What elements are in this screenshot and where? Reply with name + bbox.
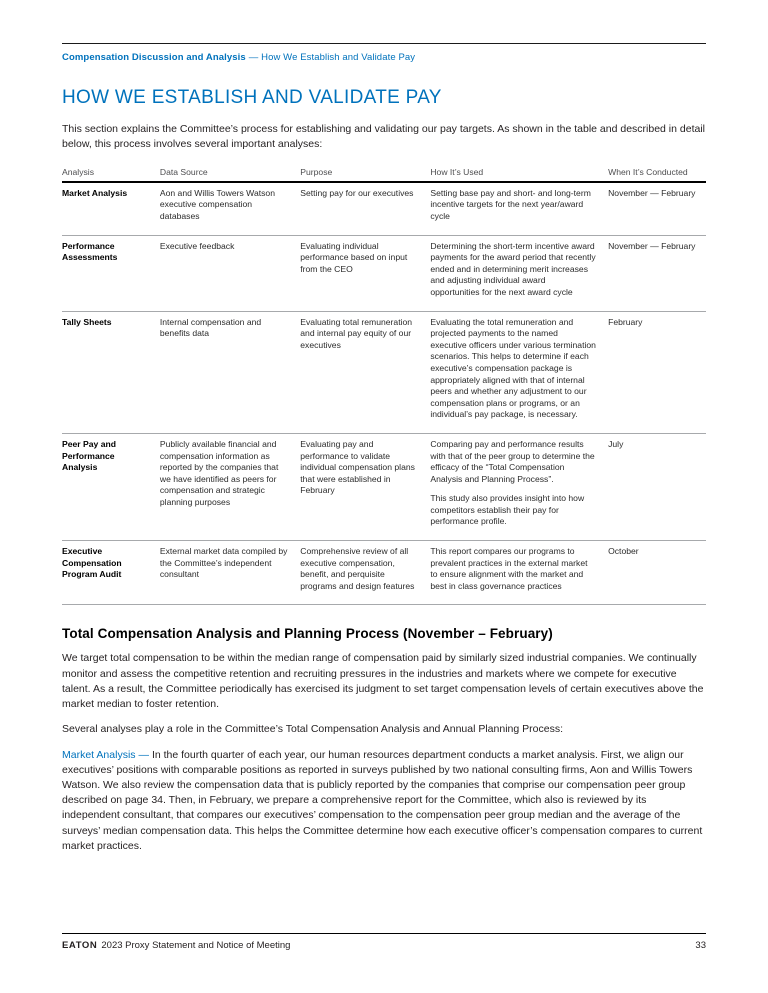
section-heading: Total Compensation Analysis and Planning Process (November – February) bbox=[62, 626, 553, 642]
cell-paragraph: Determining the short-term incentive award payments for the award period that recently ended and in determining merit increases and adjusting individual award opportunities for the next award cycle bbox=[430, 240, 596, 297]
market-analysis-paragraph bbox=[62, 748, 706, 855]
footer-rule bbox=[62, 933, 706, 934]
cell-paragraph: Comparing pay and performance results with that of the peer group to determine the efficacy of the “Total Compensation Analysis and Planning Process”. bbox=[430, 438, 595, 484]
column-header-when-its-conducted: When It’s Conducted bbox=[608, 167, 706, 182]
cell-purpose: Evaluating pay and performance to validate individual compensation plans that were established in February bbox=[300, 433, 430, 540]
running-head bbox=[62, 52, 706, 63]
header-rule bbox=[62, 43, 706, 44]
running-head-subsection: — How We Establish and Validate Pay bbox=[248, 52, 416, 63]
cell-data-source: Publicly available financial and compensation information as reported by the companies that we have identified as peers for compensation and strategic planning purposes bbox=[160, 433, 300, 540]
column-header-how-its-used: How It’s Used bbox=[430, 167, 608, 182]
intro-paragraph: This section explains the Committee’s process for establishing and validating our pay targets. As shown in the table and described in detail below, this process involves several important analyses: bbox=[62, 123, 706, 150]
body-paragraph-1: We target total compensation to be within the median range of compensation paid by similarly sized industrial companies. We continually monitor and assess the competitive retention and recruiting pressures in the industries and markets where we compete for executive talent. As a result, the Committee periodically has exercised its judgment to set target compensation levels of certain executives above the market median to foster retention. bbox=[62, 652, 704, 711]
cell-analysis: Executive Compensation Program Audit bbox=[62, 541, 160, 605]
cell-data-source: Executive feedback bbox=[160, 235, 300, 311]
footer-brand: EATON bbox=[62, 940, 98, 951]
footer-text: 2023 Proxy Statement and Notice of Meeting bbox=[101, 940, 291, 951]
table-row-performance-assessments bbox=[62, 235, 706, 311]
cell-how-its-used bbox=[430, 235, 608, 311]
table-row-executive-compensation-program-audit bbox=[62, 541, 706, 605]
cell-how-its-used bbox=[430, 182, 608, 235]
column-header-purpose: Purpose bbox=[300, 167, 430, 182]
cell-paragraph: This study also provides insight into how competitors establish their pay for performance profile. bbox=[430, 493, 585, 527]
cell-data-source: Internal compensation and benefits data bbox=[160, 311, 300, 433]
market-analysis-lead: Market Analysis — bbox=[62, 748, 149, 761]
cell-paragraph: Setting base pay and short- and long-term incentive targets for the next year/award cycle bbox=[430, 187, 591, 221]
page-number: 33 bbox=[695, 940, 706, 951]
cell-when: October bbox=[608, 541, 706, 605]
cell-how-its-used bbox=[430, 433, 608, 540]
cell-purpose: Setting pay for our executives bbox=[300, 182, 430, 235]
table-row-market-analysis bbox=[62, 182, 706, 235]
page-footer bbox=[62, 933, 706, 951]
running-head-section: Compensation Discussion and Analysis bbox=[62, 52, 246, 63]
footer-left bbox=[62, 940, 290, 951]
table-row-peer-pay-and-performance bbox=[62, 433, 706, 540]
cell-data-source: Aon and Willis Towers Watson executive compensation databases bbox=[160, 182, 300, 235]
cell-when: February bbox=[608, 311, 706, 433]
cell-paragraph: This report compares our programs to prevalent practices in the external market to ensure alignment with the market and best in class governance practices bbox=[430, 546, 588, 591]
cell-analysis: Tally Sheets bbox=[62, 311, 160, 433]
cell-when: November — February bbox=[608, 235, 706, 311]
column-header-analysis: Analysis bbox=[62, 167, 160, 182]
body-paragraph-2: Several analyses play a role in the Committee’s Total Compensation Analysis and Annual Planning Process: bbox=[62, 723, 563, 736]
cell-analysis: Peer Pay and Performance Analysis bbox=[62, 433, 160, 540]
page-title: HOW WE ESTABLISH AND VALIDATE PAY bbox=[62, 87, 442, 108]
cell-analysis: Performance Assessments bbox=[62, 235, 160, 311]
market-analysis-text: In the fourth quarter of each year, our human resources department conducts a market analysis. First, we align our executives’ positions with comparable positions as reported in surveys published by two national consulting firms, Aon and Willis Towers Watson. We also review the compensation data that is publicly reported by the companies that comprise our compensation peer group described on page 34. Then, in February, we prepare a comprehensive report for the Committee, which also is reviewed by its independent consultant, that compares our executives’ compensation to the compensation peer group median and the average of the surveys’ median compensation data. This helps the Committee determine how each executive officer’s compensation compares to current market practices. bbox=[62, 748, 703, 852]
cell-how-its-used bbox=[430, 311, 608, 433]
cell-purpose: Evaluating individual performance based on input from the CEO bbox=[300, 235, 430, 311]
cell-analysis: Market Analysis bbox=[62, 182, 160, 235]
cell-data-source: External market data compiled by the Committee’s independent consultant bbox=[160, 541, 300, 605]
cell-when: November — February bbox=[608, 182, 706, 235]
cell-when: July bbox=[608, 433, 706, 540]
cell-how-its-used bbox=[430, 541, 608, 605]
cell-purpose: Comprehensive review of all executive compensation, benefit, and perquisite programs and design features bbox=[300, 541, 430, 605]
cell-purpose: Evaluating total remuneration and internal pay equity of our executives bbox=[300, 311, 430, 433]
column-header-data-source: Data Source bbox=[160, 167, 300, 182]
analysis-table bbox=[62, 167, 706, 606]
table-row-tally-sheets bbox=[62, 311, 706, 433]
cell-paragraph: Evaluating the total remuneration and projected payments to the named executive officers under various termination scenarios. This helps to determine if each executive’s compensation package is appropriately aligned with that of internal peers and whether any adjustment to our compensation plans or programs, or an individual’s pay package, is necessary. bbox=[430, 316, 596, 420]
table-header-row bbox=[62, 167, 706, 182]
